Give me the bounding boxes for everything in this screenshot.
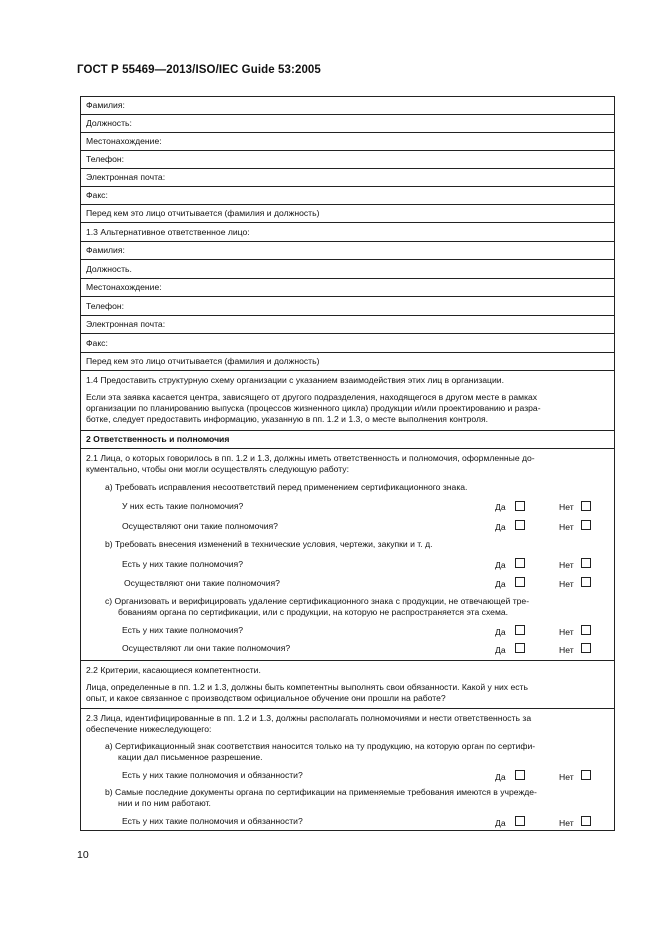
section-1-3-title: 1.3 Альтернативное ответственное лицо: <box>86 227 250 237</box>
section-2-3-text: обеспечение нижеследующего: <box>86 724 212 734</box>
field-label: Факс: <box>86 338 108 348</box>
yes-label: Да <box>495 627 506 637</box>
section-2-2-title: 2.2 Критерии, касающиеся компетентности. <box>86 665 261 675</box>
questionnaire-table <box>80 96 615 831</box>
item-c: c) Организовать и верифицировать удаление сертификационного знака с продукции, не отвечающей тре- <box>105 596 530 606</box>
question-b2: Осуществляют они такие полномочия? <box>124 578 280 588</box>
yes-checkbox[interactable] <box>515 625 525 635</box>
no-label: Нет <box>559 579 574 589</box>
field-row <box>81 353 614 371</box>
field-label: Телефон: <box>86 154 125 164</box>
field-label: Должность: <box>86 118 132 128</box>
no-checkbox[interactable] <box>581 577 591 587</box>
field-row <box>81 260 614 279</box>
yes-checkbox[interactable] <box>515 558 525 568</box>
question-c2: Осуществляют ли они такие полномочия? <box>122 643 291 653</box>
section-1-4-text: организации по планированию выпуска (процессов жизненного цикла) продукции и/или проектированию и разра- <box>86 403 541 413</box>
field-label: Местонахождение: <box>86 136 162 146</box>
field-row <box>81 242 614 260</box>
section-1-4-row <box>81 371 614 431</box>
yes-checkbox[interactable] <box>515 520 525 530</box>
no-label: Нет <box>559 772 574 782</box>
section-2-2-text: опыт, и какое связанное с производством официальное обучение они прошли на работе? <box>86 693 446 703</box>
field-label: Фамилия: <box>86 245 125 255</box>
no-label: Нет <box>559 560 574 570</box>
field-label: Фамилия: <box>86 100 125 110</box>
field-label: Перед кем это лицо отчитывается (фамилия и должность) <box>86 356 320 366</box>
no-checkbox[interactable] <box>581 501 591 511</box>
no-checkbox[interactable] <box>581 558 591 568</box>
field-label: Местонахождение: <box>86 282 162 292</box>
item-a: a) Требовать исправления несоответствий перед применением сертификационного знака. <box>105 482 468 492</box>
no-label: Нет <box>559 645 574 655</box>
field-row <box>81 133 614 151</box>
no-checkbox[interactable] <box>581 520 591 530</box>
field-label: Электронная почта: <box>86 172 166 182</box>
yes-label: Да <box>495 579 506 589</box>
no-label: Нет <box>559 522 574 532</box>
section-2-row <box>81 431 614 449</box>
no-checkbox[interactable] <box>581 816 591 826</box>
field-row <box>81 334 614 353</box>
yes-label: Да <box>495 772 506 782</box>
question-b1: Есть у них такие полномочия? <box>122 559 243 569</box>
yes-checkbox[interactable] <box>515 643 525 653</box>
yes-label: Да <box>495 522 506 532</box>
question-2b: Есть у них такие полномочия и обязанности? <box>122 816 303 826</box>
yes-checkbox[interactable] <box>515 816 525 826</box>
section-2-1-text: 2.1 Лица, о которых говорилось в пп. 1.2 и 1.3, должны иметь ответственность и полномочия, оформленные до- <box>86 453 535 463</box>
item-b: b) Требовать внесения изменений в технические условия, чертежи, закупки и т. д. <box>105 539 433 549</box>
yes-label: Да <box>495 645 506 655</box>
section-2-2-text: Лица, определенные в пп. 1.2 и 1.3, должны быть компетентны выполнять свои обязанности. Какой у них есть <box>86 682 528 692</box>
field-label: Телефон: <box>86 301 125 311</box>
no-checkbox[interactable] <box>581 643 591 653</box>
no-label: Нет <box>559 502 574 512</box>
section-2-1-text: кументально, чтобы они могли осуществлять следующую работу: <box>86 464 349 474</box>
section-2-3-row <box>81 709 614 830</box>
section-1-4-text: ботке, следует предоставить информацию, указанную в пп. 1.2 и 1.3, о месте выполнения контроля. <box>86 414 489 424</box>
section-1-4-title: 1.4 Предоставить структурную схему организации с указанием взаимодействия этих лиц в организации. <box>86 375 504 385</box>
no-checkbox[interactable] <box>581 770 591 780</box>
yes-label: Да <box>495 818 506 828</box>
item-c: бованиям органа по сертификации, или с продукции, на которую не распространяется эта схема. <box>118 607 509 617</box>
item-2b: нии и по ним работают. <box>118 798 211 808</box>
yes-label: Да <box>495 502 506 512</box>
question-a2: Осуществляют они такие полномочия? <box>122 521 278 531</box>
section-1-4-text: Если эта заявка касается центра, зависящего от другого подразделения, находящегося в другом месте в рамках <box>86 392 538 402</box>
section-1-3-row <box>81 223 614 242</box>
section-2-3-text: 2.3 Лица, идентифицированные в пп. 1.2 и 1.3, должны располагать полномочиями и нести ответственность за <box>86 713 532 723</box>
field-row <box>81 169 614 187</box>
question-a1: У них есть такие полномочия? <box>122 501 244 511</box>
field-row <box>81 151 614 169</box>
no-label: Нет <box>559 627 574 637</box>
no-checkbox[interactable] <box>581 625 591 635</box>
field-row <box>81 316 614 334</box>
yes-checkbox[interactable] <box>515 501 525 511</box>
field-row <box>81 279 614 297</box>
document-header: ГОСТ Р 55469—2013/ISO/IEC Guide 53:2005 <box>77 64 321 76</box>
no-label: Нет <box>559 818 574 828</box>
question-2a: Есть у них такие полномочия и обязанности? <box>122 770 303 780</box>
item-2a: кации дал письменное разрешение. <box>118 752 263 762</box>
field-row <box>81 115 614 133</box>
section-2-2-row <box>81 661 614 709</box>
question-c1: Есть у них такие полномочия? <box>122 625 243 635</box>
section-2-title: 2 Ответственность и полномочия <box>86 434 230 444</box>
field-row <box>81 205 614 223</box>
field-row <box>81 97 614 115</box>
field-row <box>81 187 614 205</box>
field-label: Должность. <box>86 264 132 274</box>
yes-checkbox[interactable] <box>515 577 525 587</box>
section-2-1-row <box>81 449 614 661</box>
field-label: Электронная почта: <box>86 319 166 329</box>
item-2b: b) Самые последние документы органа по сертификации на применяемые требования имеются в учрежде- <box>105 787 537 797</box>
field-label: Факс: <box>86 190 108 200</box>
item-2a: a) Сертификационный знак соответствия наносится только на ту продукцию, на которую орган по сертифи- <box>105 741 536 751</box>
page-number: 10 <box>77 849 89 861</box>
yes-label: Да <box>495 560 506 570</box>
yes-checkbox[interactable] <box>515 770 525 780</box>
field-row <box>81 297 614 316</box>
field-label: Перед кем это лицо отчитывается (фамилия и должность) <box>86 208 320 218</box>
